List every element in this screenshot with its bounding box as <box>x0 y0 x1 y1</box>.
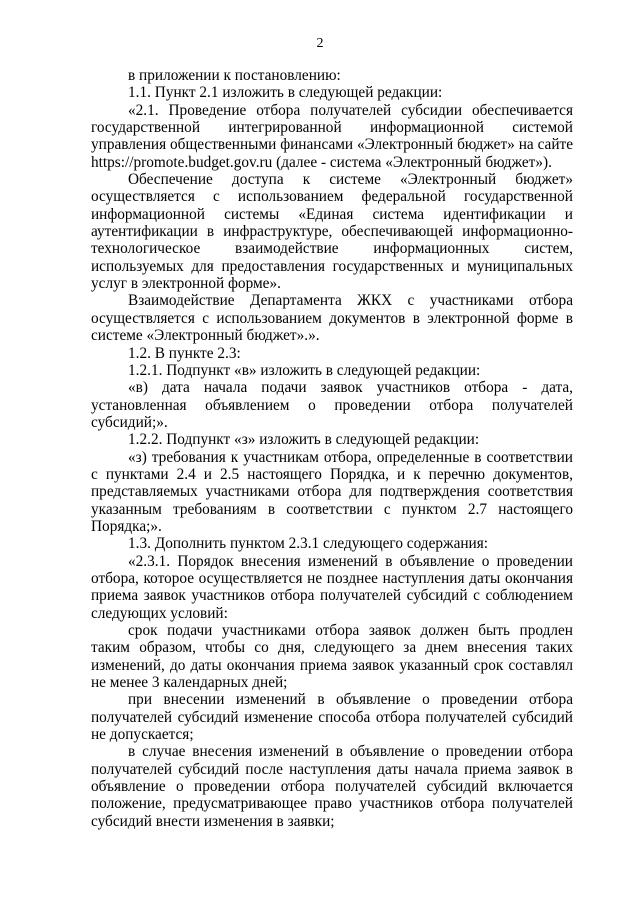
paragraph: в приложении к постановлению: <box>128 67 341 84</box>
paragraph: «2.1. Проведение отбора получателей субсидии обеспечивается государственной интегрированной информационной системой управления общественными финансами «Электронный бюджет» на сайте https://promote.budget.gov.ru (далее - система «Электронный бюджет»). <box>91 101 573 171</box>
paragraph: «з) требования к участникам отбора, определенные в соответствии с пунктами 2.4 и 2.5 настоящего Порядка, и к перечню документов, представляемых участниками отбора для подтверждения соответствия указанным требованиям в соответствии с пунктом 2.7 настоящего Порядка;». <box>91 448 573 535</box>
paragraph: 1.2.1. Подпункт «в» изложить в следующей редакции: <box>128 361 481 379</box>
paragraph: срок подачи участниками отбора заявок должен быть продлен таким образом, чтобы со дня, следующего за днем внесения таких изменений, до даты окончания приема заявок указанный срок составлял не менее 3 календарных дней; <box>91 622 573 692</box>
paragraph: 1.3. Дополнить пунктом 2.3.1 следующего содержания: <box>128 535 489 553</box>
paragraph: Обеспечение доступа к системе «Электронный бюджет» осуществляется с использованием федеральной государственной информационной системы «Единая система идентификации и аутентификации в инфраструктуре, обеспечивающей информационно-технологическое взаимодействие информационных систем, используемых для предоставления государственных и муниципальных услуг в электронной форме». <box>91 171 573 293</box>
paragraph: «2.3.1. Порядок внесения изменений в объявление о проведении отбора, которое осуществляется не позднее наступления даты окончания приема заявок участников отбора получателей субсидий с соблюдением следующих условий: <box>91 552 573 622</box>
paragraph: в случае внесения изменений в объявление о проведении отбора получателей субсидий после наступления даты начала приема заявок в объявление о проведении отбора получателей субсидий включается положение, предусматривающее право участников отбора получателей субсидий внести изменения в заявки; <box>91 743 573 830</box>
paragraph: «в) дата начала подачи заявок участников отбора - дата, установленная объявлением о проведении отбора получателей субсидий;». <box>91 379 573 431</box>
paragraph: 1.2.2. Подпункт «з» изложить в следующей редакции: <box>128 431 480 449</box>
paragraph: 1.2. В пункте 2.3: <box>128 344 241 362</box>
paragraph: 1.1. Пункт 2.1 изложить в следующей редакции: <box>128 84 443 102</box>
document-body <box>91 67 573 830</box>
paragraph: Взаимодействие Департамента ЖКХ с участниками отбора осуществляется с использованием документов в электронной форме в системе «Электронный бюджет».». <box>91 292 573 345</box>
page-number: 2 <box>316 36 324 51</box>
paragraph: при внесении изменений в объявление о проведении отбора получателей субсидий изменение способа отбора получателей субсидий не допускается; <box>91 691 573 744</box>
